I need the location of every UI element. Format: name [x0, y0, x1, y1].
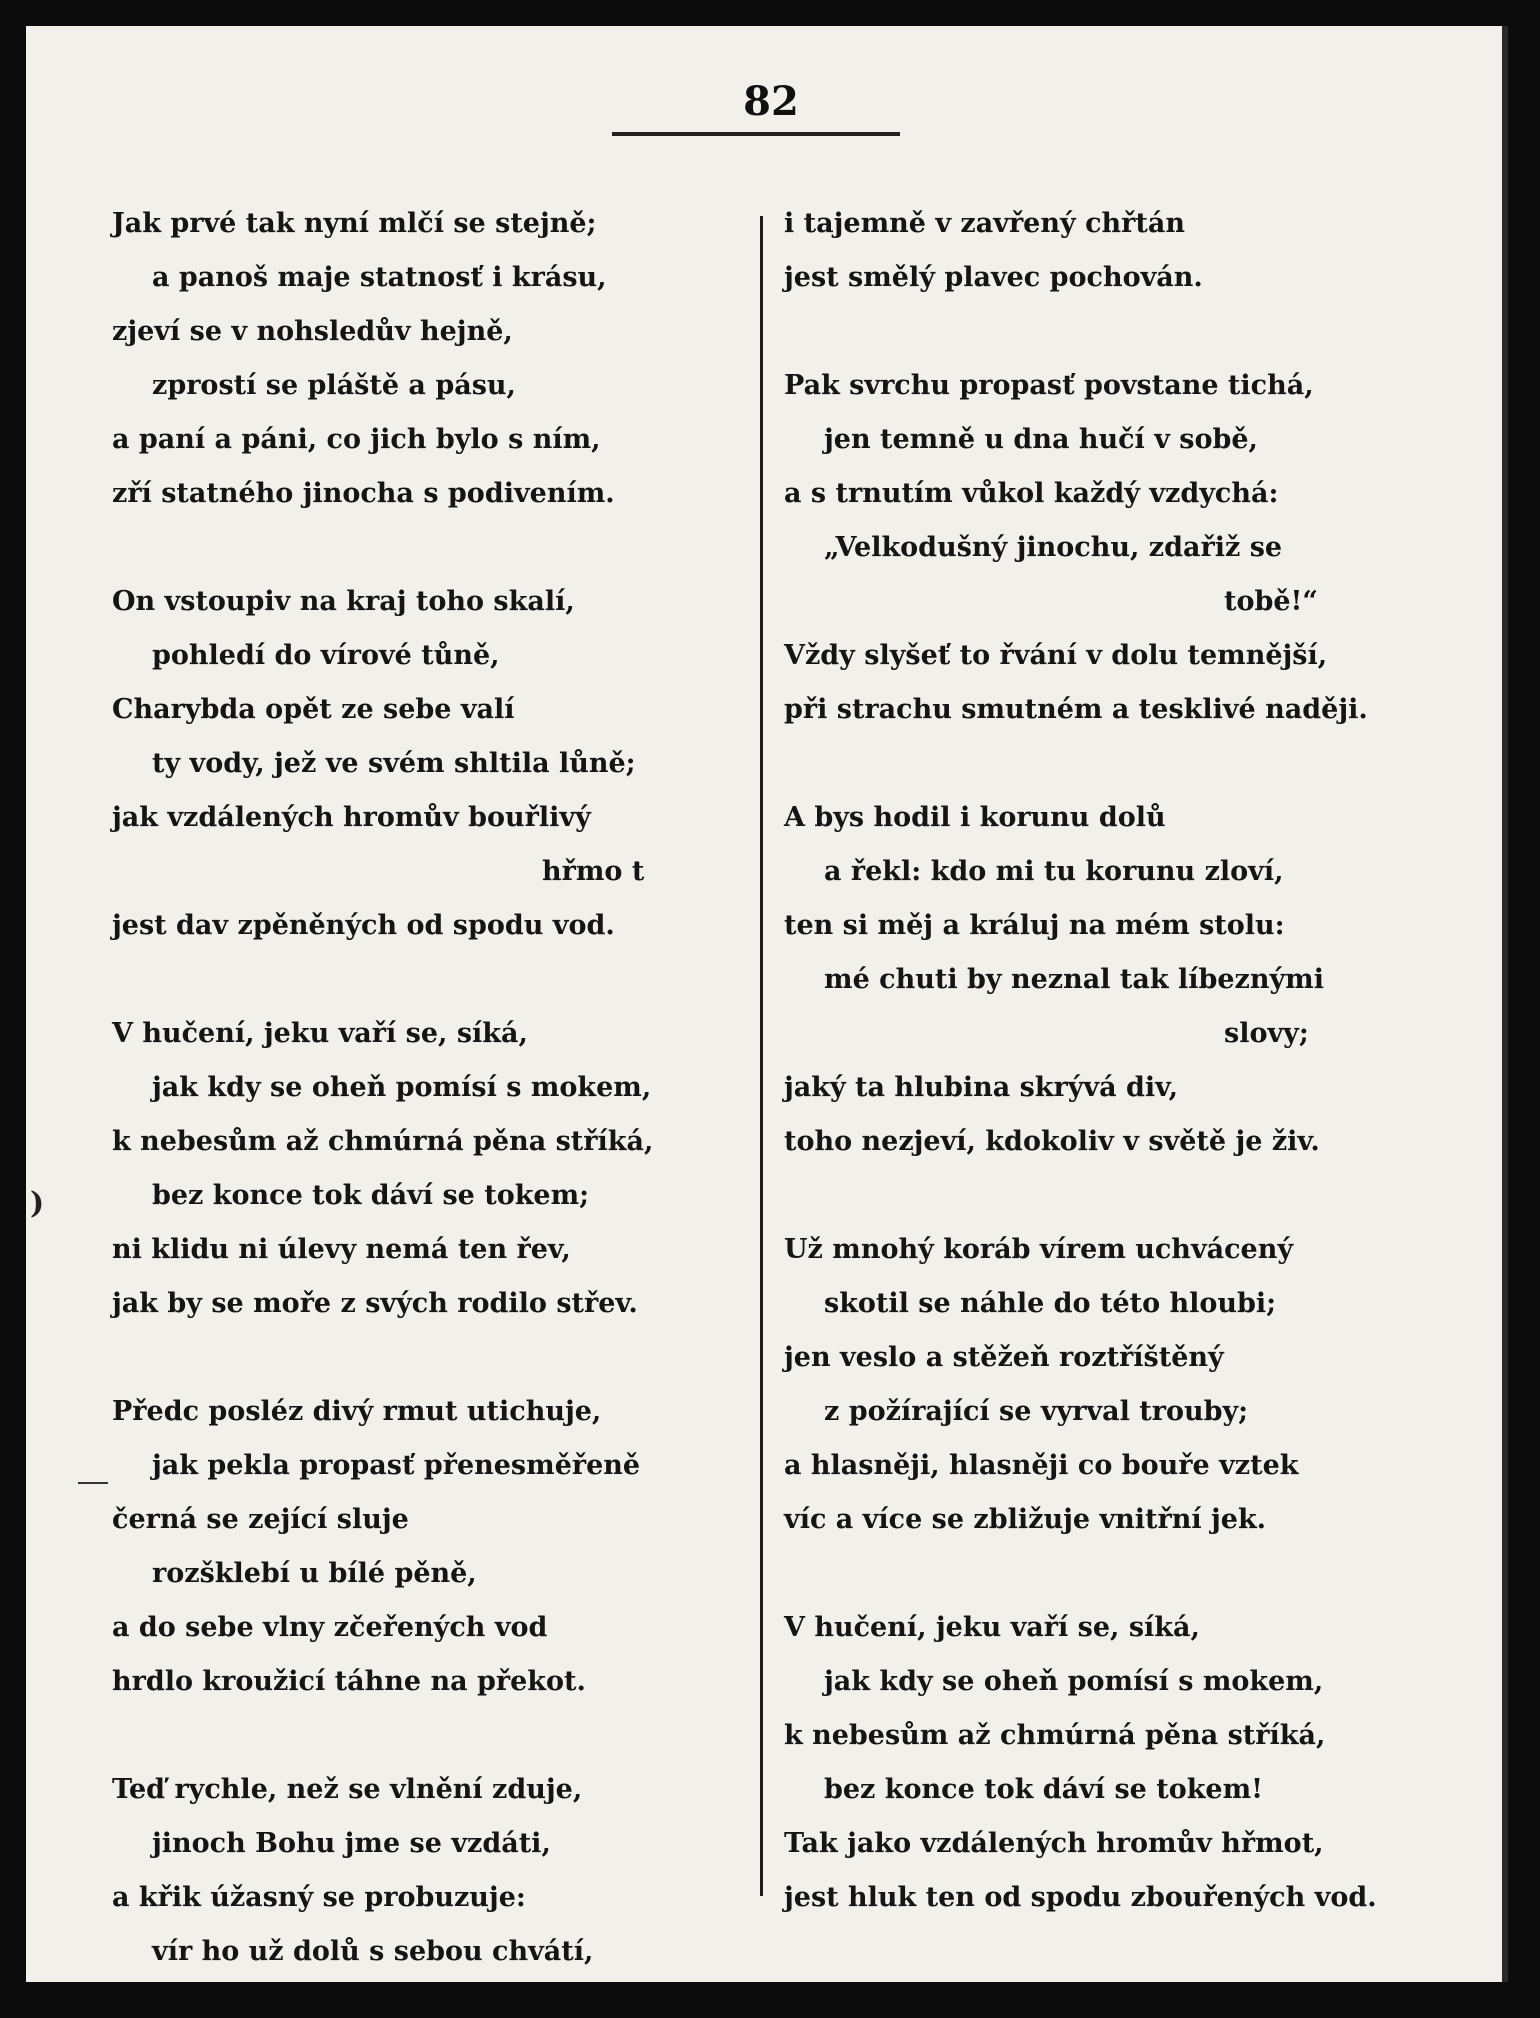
stanza-gap: [112, 1709, 742, 1763]
stanza-gap: [784, 305, 1424, 359]
verse-line: ni klidu ni úlevy nemá ten řev,: [112, 1234, 571, 1265]
verse-line: Předc posléz divý rmut utichuje,: [112, 1396, 602, 1427]
verse-line: V hučení, jeku vaří se, síká,: [112, 1018, 528, 1049]
verse-line: jen temně u dna hučí v sobě,: [824, 424, 1258, 455]
stanza: [784, 1223, 1424, 1547]
verse-line: V hučení, jeku vaří se, síká,: [784, 1612, 1200, 1643]
verse-line: skotil se náhle do této hloubi;: [824, 1288, 1277, 1319]
stanza: [112, 1385, 742, 1709]
verse-line: ty vody, jež ve svém shltila lůně;: [152, 748, 636, 779]
verse-line: jak kdy se oheň pomísí s mokem,: [152, 1072, 652, 1103]
verse-line: Jak prvé tak nyní mlčí se stejně;: [112, 208, 597, 239]
header-rule: [612, 132, 900, 136]
book-page: [26, 26, 1508, 1982]
verse-line: hřmo t: [542, 856, 645, 887]
stanza: [784, 791, 1424, 1169]
verse-line: A bys hodil i korunu dolů: [784, 802, 1166, 833]
verse-line: bez konce tok dáví se tokem!: [824, 1774, 1264, 1805]
verse-line: zří statného jinocha s podivením.: [112, 478, 615, 509]
verse-line: k nebesům až chmúrná pěna stříká,: [112, 1126, 654, 1157]
verse-line: víc a více se zbližuje vnitřní jek.: [784, 1504, 1267, 1535]
stanza: [112, 575, 742, 953]
verse-line: a křik úžasný se probuzuje:: [112, 1882, 526, 1913]
stanza: [784, 359, 1424, 737]
verse-line: černá se zející sluje: [112, 1504, 409, 1535]
verse-line: i tajemně v zavřený chřtán: [784, 208, 1185, 239]
verse-line: k nebesům až chmúrná pěna stříká,: [784, 1720, 1326, 1751]
verse-line: jinoch Bohu jme se vzdáti,: [152, 1828, 551, 1859]
verse-line: Tak jako vzdálených hromův hřmot,: [784, 1828, 1324, 1859]
left-column: [112, 197, 742, 1979]
verse-line: On vstoupiv na kraj toho skalí,: [112, 586, 575, 617]
verse-line: slovy;: [1224, 1018, 1309, 1049]
stanza: [784, 197, 1424, 305]
stanza: [112, 197, 742, 521]
verse-line: a paní a páni, co jich bylo s ním,: [112, 424, 601, 455]
stanza-gap: [784, 737, 1424, 791]
verse-line: a panoš maje statnosť i krásu,: [152, 262, 607, 293]
verse-line: a řekl: kdo mi tu korunu zloví,: [824, 856, 1284, 887]
stanza-gap: [112, 521, 742, 575]
verse-line: tobě!“: [1224, 586, 1318, 617]
stanza-gap: [112, 953, 742, 1007]
verse-line: vír ho už dolů s sebou chvátí,: [152, 1936, 594, 1967]
verse-line: ten si měj a králuj na mém stolu:: [784, 910, 1285, 941]
verse-line: rozšklebí u bílé pěně,: [152, 1558, 477, 1589]
verse-line: Už mnohý koráb vírem uchvácený: [784, 1234, 1294, 1265]
verse-line: mé chuti by neznal tak líbeznými: [824, 964, 1324, 995]
verse-line: Charybda opět ze sebe valí: [112, 694, 515, 725]
verse-line: „Velkodušný jinochu, zdařiž se: [824, 532, 1283, 563]
page-number: 82: [743, 78, 799, 125]
verse-line: jen veslo a stěžeň roztříštěný: [784, 1342, 1224, 1373]
verse-line: jest dav zpěněných od spodu vod.: [112, 910, 615, 941]
verse-line: hrdlo kroužicí táhne na překot.: [112, 1666, 586, 1697]
verse-line: Pak svrchu propasť povstane tichá,: [784, 370, 1314, 401]
margin-dash-mark: [78, 1482, 108, 1484]
verse-line: z požírající se vyrval trouby;: [824, 1396, 1249, 1427]
verse-line: a hlasněji, hlasněji co bouře vztek: [784, 1450, 1299, 1481]
verse-line: a s trnutím vůkol každý vzdychá:: [784, 478, 1279, 509]
stanza-gap: [784, 1169, 1424, 1223]
right-column: [784, 197, 1424, 1925]
stanza: [112, 1763, 742, 1979]
verse-line: jak vzdálených hromův bouřlivý: [112, 802, 591, 833]
verse-line: jak kdy se oheň pomísí s mokem,: [824, 1666, 1324, 1697]
verse-line: bez konce tok dáví se tokem;: [152, 1180, 590, 1211]
stanza-gap: [784, 1547, 1424, 1601]
verse-line: při strachu smutném a tesklivé naději.: [784, 694, 1368, 725]
verse-line: jaký ta hlubina skrývá div,: [784, 1072, 1179, 1103]
verse-line: jest hluk ten od spodu zbouřených vod.: [784, 1882, 1377, 1913]
verse-line: jak by se moře z svých rodilo střev.: [112, 1288, 638, 1319]
stanza: [112, 1007, 742, 1331]
verse-line: zjeví se v nohsledův hejně,: [112, 316, 513, 347]
stanza-gap: [112, 1331, 742, 1385]
verse-line: Teď rychle, než se vlnění zduje,: [112, 1774, 583, 1805]
column-divider: [760, 216, 763, 1896]
verse-line: Vždy slyšeť to řvání v dolu temnější,: [784, 640, 1328, 671]
verse-line: a do sebe vlny zčeřených vod: [112, 1612, 548, 1643]
verse-line: jak pekla propasť přenesměřeně: [152, 1450, 641, 1481]
margin-bracket-mark: ): [30, 1186, 45, 1221]
stanza: [784, 1601, 1424, 1925]
verse-line: jest smělý plavec pochován.: [784, 262, 1203, 293]
verse-line: zprostí se pláště a pásu,: [152, 370, 516, 401]
verse-line: toho nezjeví, kdokoliv v světě je živ.: [784, 1126, 1320, 1157]
verse-line: pohledí do vírové tůně,: [152, 640, 500, 671]
